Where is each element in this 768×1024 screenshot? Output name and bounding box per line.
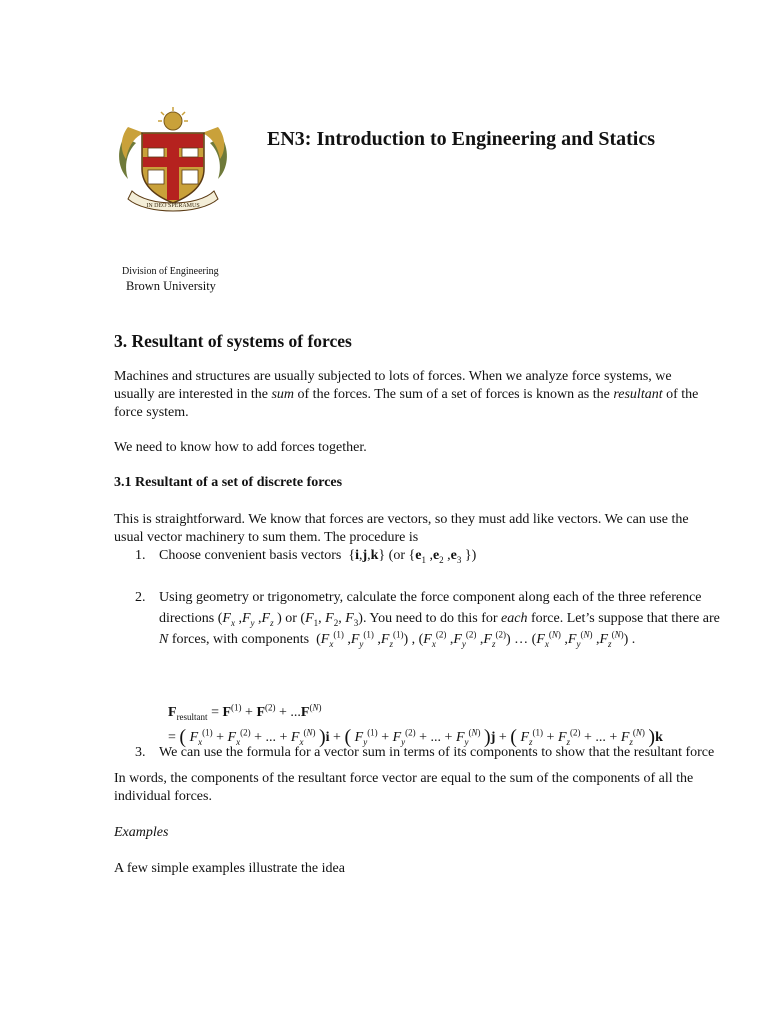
intro-paragraph [114, 368, 699, 422]
resultant-formula-line-2: = ( $F_x^{(1)} + F_x^{(2)}$ + ... + $F_x^{(N)}$ )i + ( $F_y^{(1)} + F_y^{(2)}$ + ... + $F_y^{(N)}$ )j + ( $F_z^{(1)} + F_z^{(2)}$ + ... + $F_z^{(N)}$ )k [168, 726, 663, 748]
reference-components-formula: ($F_x$ $,F_y$ $,F_z$ ) or ($F_1$, $F_2$, $F_3$) [217, 611, 363, 628]
intro-text-3: of the force system. [114, 387, 699, 420]
university-label: Brown University [126, 279, 216, 293]
basis-vectors-formula: {i,j,k} (or {$e_1$ $,e_2$ $,e_3$ }) [344, 548, 477, 565]
step-2-text-c: force. Let’s suppose that there are [527, 611, 720, 626]
summary-paragraph: In words, the components of the resultant force vector are equal to the sum of the components of all the individual forces. [114, 771, 694, 804]
body-paragraph: This is straightforward. We know that forces are vectors, so they must add like vectors. We can use the usual vector machinery to sum them. The procedure is [114, 512, 689, 545]
crest-motto: IN DEO SPERAMUS [146, 203, 200, 209]
step-1 [135, 547, 719, 565]
step-1-number: 1. [135, 548, 146, 563]
examples-heading [114, 824, 168, 842]
step-2-text-a: Using geometry or trigonometry, calculate the force component along each of the three reference directions [159, 590, 702, 626]
step-3-number: 3. [135, 745, 146, 760]
subsection-heading: 3.1 Resultant of a set of discrete forces [114, 475, 343, 490]
intro-text-1: Machines and structures are usually subjected to lots of forces. When we analyze force systems, we usually are interested in the [114, 369, 672, 402]
intro-resultant: resultant [613, 387, 663, 402]
examples-heading-text: Examples [114, 825, 169, 840]
section-heading: 3. Resultant of systems of forces [114, 331, 352, 351]
intro-paragraph-2: We need to know how to add forces together. [114, 440, 367, 455]
step-1-text: Choose convenient basis vectors [159, 548, 342, 563]
resultant-formula-line-1: $F_{resultant} = F^{(1)} + F^{(2)} + ...F^{(N)}$ [168, 702, 322, 722]
division-label: Division of Engineering [122, 266, 219, 277]
examples-paragraph: A few simple examples illustrate the idea [114, 861, 345, 876]
step-2-each: each [501, 611, 528, 626]
brown-university-crest-logo [114, 107, 232, 217]
step-2 [135, 587, 723, 650]
step-2-n: N [159, 632, 169, 647]
step-2-text-b: . You need to do this for [362, 611, 498, 626]
step-2-text-d: forces, with components [168, 632, 310, 647]
step-3-text: We can use the formula for a vector sum in terms of its components to show that the resultant force [159, 745, 715, 760]
force-components-formula: ($F_x^{(1)}$ $,F_y^{(1)}$ $,F_z^{(1)}$) , ($F_x^{(2)}$ $,F_y^{(2)}$ $,F_z^{(2)}$) … ($F_x^{(N)}$ $,F_y^{(N)}$ $,F_z^{(N)}$) . [312, 629, 636, 649]
document-title: EN3: Introduction to Engineering and Statics [267, 128, 656, 150]
intro-sum: sum [271, 387, 295, 402]
intro-text-2: of the forces. The sum of a set of forces is known as the [294, 387, 614, 402]
step-2-number: 2. [135, 590, 146, 605]
